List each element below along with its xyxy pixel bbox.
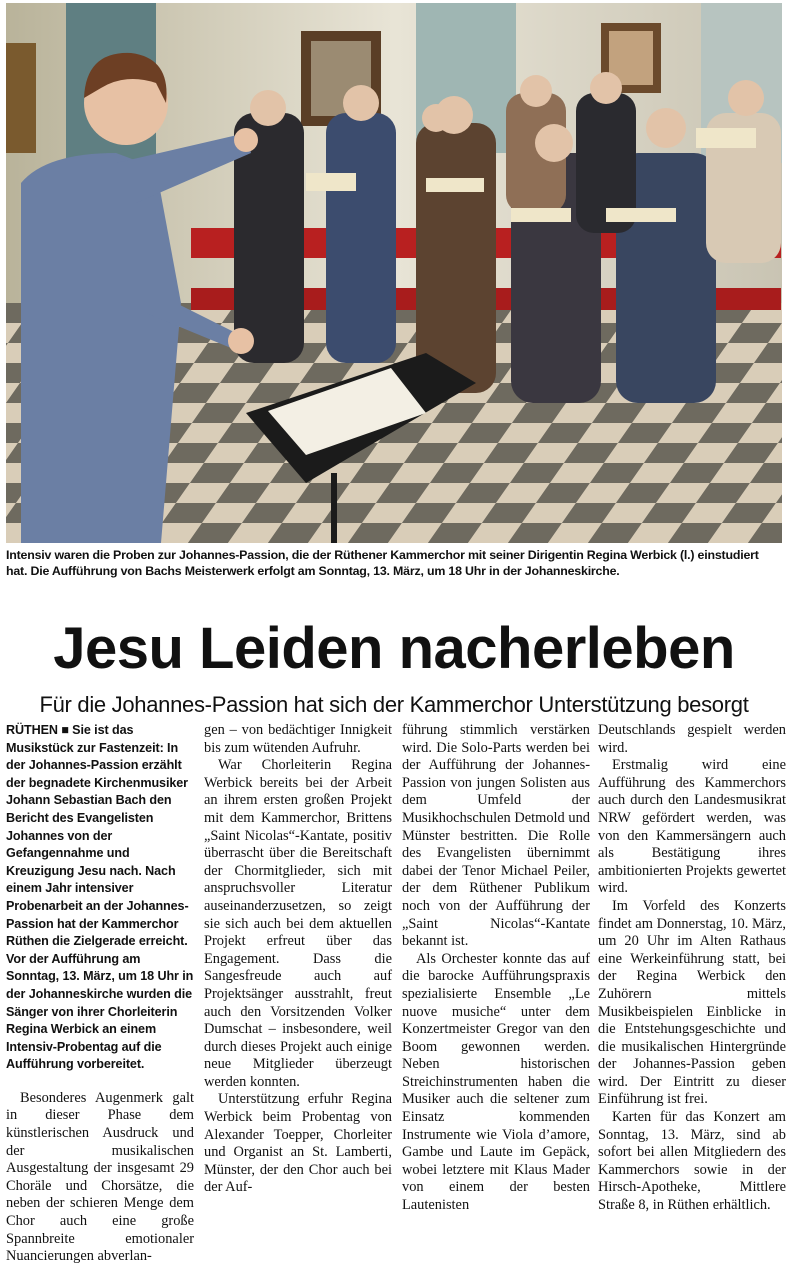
article-column-1 — [6, 722, 194, 1266]
article-paragraph: Karten für das Konzert am Sonntag, 13. März, sind ab sofort bei allen Mitgliedern des Kammerchors sowie in der Hirsch-Apotheke, Mittlere Straße 8, in Rüthen erhältlich. — [598, 1109, 786, 1214]
headline: Jesu Leiden nacherleben — [53, 616, 735, 681]
article-paragraph: führung stimmlich verstärken wird. Die Solo-Parts werden bei der Aufführung der Johannes-Passion von jungen Solisten aus dem Umfeld der Musikhochschulen Detmold und Münster bestritten. Die Rolle des Evangelisten übernimmt dabei der Tenor Michael Peiler, der dem Rüthener Publikum noch von der Aufführung der „Saint Nicolas“-Kantate bekannt ist. — [402, 722, 590, 950]
article-paragraph: War Chorleiterin Regina Werbick bereits bei der Arbeit an ihrem ersten großen Projekt mit dem Kammerchor, Brittens „Saint Nicolas“-Kantate, positiv überrascht über die Bereitschaft der Chormitglieder, sich mit anspruchsvoller Literatur auseinanderzusetzen, so zeigt sie sich auch bei dem aktuellen Projekt erfreut über das Engagement. Dass die Sangesfreude auch auf Projektsänger ausstrahlt, freut auch den Vorsitzenden Volker Dumschat – insbesondere, weil durch dieses Projekt auch einige neue Mitglieder überzeugt werden konnten. — [204, 757, 392, 1090]
article-paragraph: Besonderes Augenmerk galt in dieser Phase dem künstlerischen Ausdruck und der musikalischen Ausgestaltung der insgesamt 29 Choräle und Chorsätze, die neben der schieren Menge dem Chor auch eine große Spannbreite emotionaler Nuancierungen abverlan- — [6, 1089, 194, 1265]
article-paragraph: Als Orchester konnte das auf die barocke Aufführungspraxis spezialisierte Ensemble „Le nuove musiche“ unter dem Konzertmeister Gregor van den Boom gewonnen werden. Neben historischen Streichinstrumenten haben die Musiker auch die seltener zum Einsatz kommenden Instrumente wie Viola d’amore, Gambe und Laute im Gepäck, wobei letztere mit Klaus Mader von einem der besten Lautenisten — [402, 950, 590, 1214]
article-column-4 — [598, 722, 786, 1215]
article-lead: RÜTHEN ■ Sie ist das Musikstück zur Fastenzeit: In der Johannes-Passion erzählt der begnadete Kirchenmusiker Johann Sebastian Bach den Bericht des Evangelisten Johannes von der Gefangennahme und Kreuzigung Jesu nach. Nach einem Jahr intensiver Probenarbeit an der Johannes-Passion hat der Kammerchor Rüthen die Zielgerade erreicht. Vor der Aufführung am Sonntag, 13. März, um 18 Uhr in der Johanneskirche wurden die Sänger von ihrer Chorleiterin Regina Werbick an einem Intensiv-Probentag auf die Aufführung vorbereitet. — [6, 723, 194, 1072]
article-paragraph: Im Vorfeld des Konzerts findet am Donnerstag, 10. März, um 20 Uhr im Alten Rathaus eine Werkeinführung statt, bei der Regina Werbick den Zuhörern mittels Musikbeispielen Einblicke in die Entstehungsgeschichte und die musikalischen Hintergründe der Johannes-Passion geben wird. Der Eintritt zu dieser Einführung ist frei. — [598, 897, 786, 1108]
article-paragraph: gen – von bedächtiger Innigkeit bis zum wütenden Aufruhr. — [204, 722, 392, 756]
photo-caption: Intensiv waren die Proben zur Johannes-Passion, die der Rüthener Kammerchor mit seiner Dirigentin Regina Werbick (l.) einstudiert hat. Die Aufführung von Bachs Meisterwerk erfolgt am Sonntag, 13. März, um 18 Uhr in der Johanneskirche. — [6, 548, 759, 578]
article-column-3 — [402, 722, 590, 1215]
article-column-2 — [204, 722, 392, 1197]
article-paragraph: Deutschlands gespielt werden wird. — [598, 722, 786, 756]
article-body — [6, 722, 786, 1265]
choir-rehearsal-photo — [6, 3, 782, 543]
photo-illustration — [6, 3, 782, 543]
article-paragraph: Unterstützung erfuhr Regina Werbick beim Probentag von Alexander Toepper, Chorleiter und Organist an St. Lamberti, Münster, der den Chor auch bei der Auf- — [204, 1091, 392, 1196]
article-paragraph: Erstmalig wird eine Aufführung des Kammerchors auch durch den Landesmusikrat NRW gefördert werden, was von den Kammersängern auch als Bestätigung ihres ambitionierten Projekts gewertet wird. — [598, 757, 786, 897]
subheadline: Für die Johannes-Passion hat sich der Kammerchor Unterstützung besorgt — [39, 692, 749, 717]
